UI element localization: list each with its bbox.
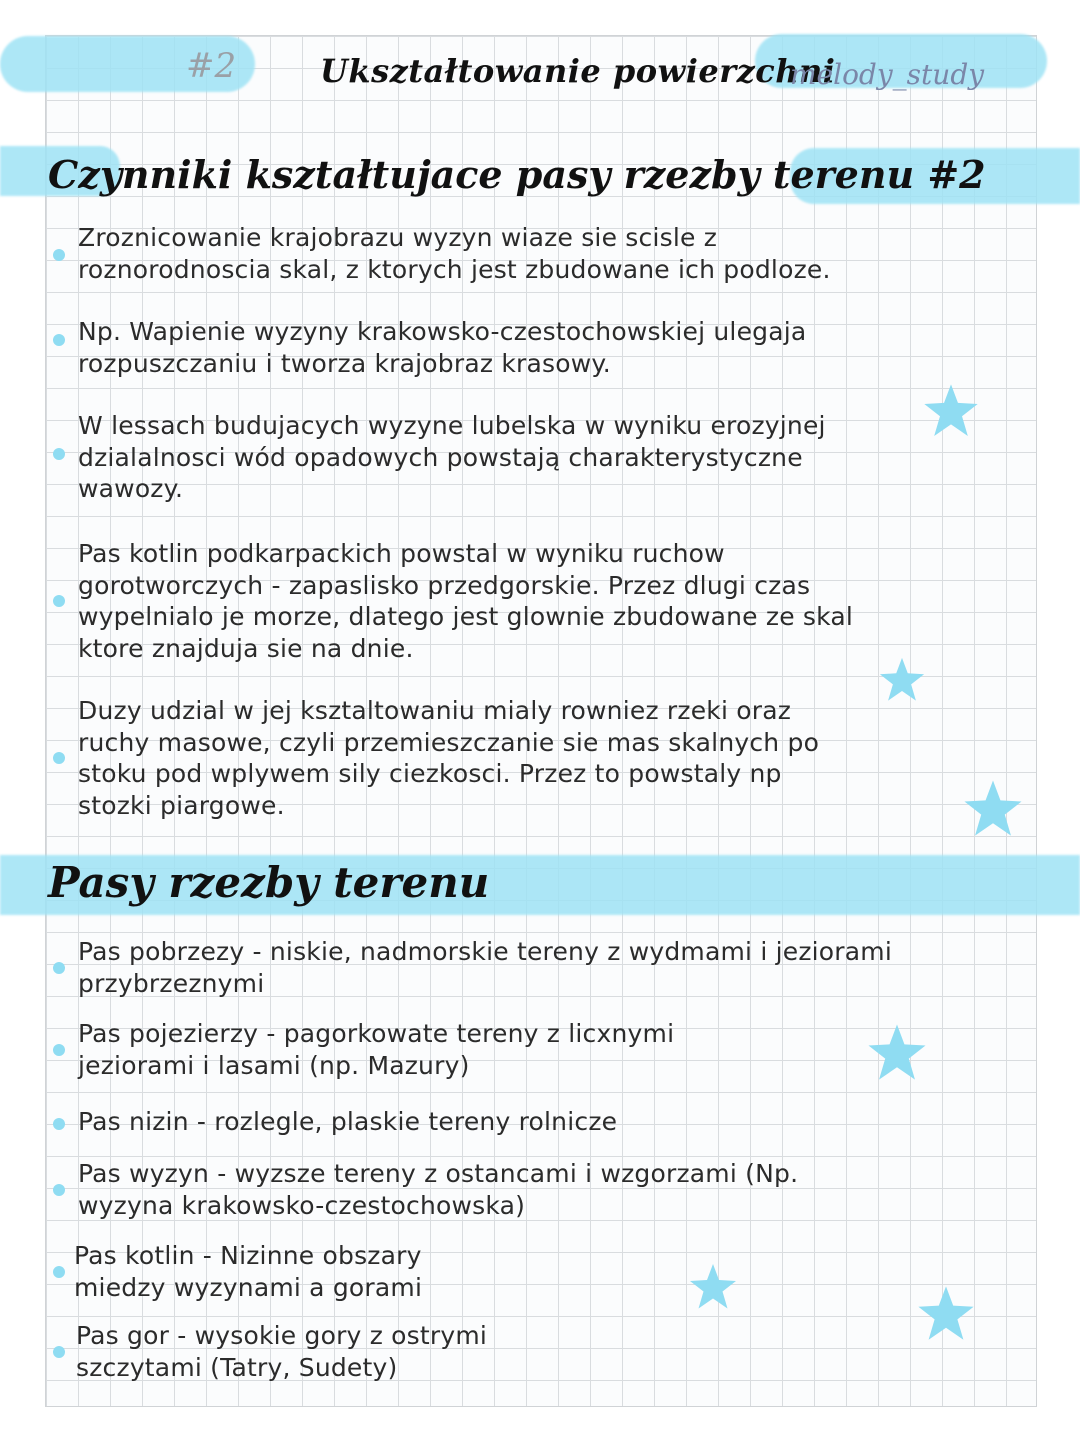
bullet-dot bbox=[53, 334, 65, 346]
item-line: Pas kotlin - Nizinne obszary bbox=[74, 1241, 422, 1270]
bullet-dot bbox=[53, 1044, 65, 1056]
paragraph-line: Pas kotlin podkarpackich powstal w wyniku ruchow bbox=[78, 539, 725, 568]
star-icon bbox=[878, 656, 926, 704]
section1-heading: Czynniki kształtujace pasy rzezby terenu #2 bbox=[48, 152, 986, 197]
item-line: Pas nizin - rozlegle, plaskie tereny rolnicze bbox=[78, 1107, 618, 1136]
page-number-mark: #2 bbox=[186, 46, 237, 86]
item-line: miedzy wyzynami a gorami bbox=[74, 1272, 423, 1302]
paragraph-4 bbox=[78, 538, 958, 664]
item-line: szczytami (Tatry, Sudety) bbox=[76, 1352, 398, 1382]
paragraph-line: roznorodnoscia skal, z ktorych jest zbudowane ich podloze. bbox=[78, 254, 831, 284]
item-line: przybrzeznymi bbox=[78, 968, 265, 998]
author-signature: melody_study bbox=[790, 58, 985, 91]
bullet-dot bbox=[53, 962, 65, 974]
item-line: Pas pobrzezy - niskie, nadmorskie tereny z wydmami i jeziorami bbox=[78, 937, 892, 966]
bullet-dot bbox=[53, 1266, 65, 1278]
relief-belt-item bbox=[78, 1018, 958, 1081]
relief-belt-item bbox=[76, 1320, 956, 1383]
bullet-dot bbox=[53, 752, 65, 764]
paragraph-3 bbox=[78, 410, 958, 505]
item-line: Pas gor - wysokie gory z ostrymi bbox=[76, 1321, 488, 1350]
paragraph-line: stoku pod wplywem sily ciezkosci. Przez to powstaly np bbox=[78, 759, 782, 788]
item-line: jeziorami i lasami (np. Mazury) bbox=[78, 1050, 470, 1080]
paragraph-line: Np. Wapienie wyzyny krakowsko-czestochowskiej ulegaja bbox=[78, 317, 807, 346]
paragraph-line: W lessach budujacych wyzyne lubelska w wyniku erozyjnej bbox=[78, 411, 826, 440]
relief-belt-item bbox=[78, 936, 958, 999]
star-icon bbox=[962, 778, 1024, 840]
paragraph-1 bbox=[78, 222, 958, 285]
paragraph-2 bbox=[78, 316, 958, 379]
relief-belt-item bbox=[78, 1158, 958, 1221]
relief-belt-item bbox=[74, 1240, 954, 1303]
bullet-dot bbox=[53, 1184, 65, 1196]
item-line: Pas wyzyn - wyzsze tereny z ostancami i wzgorzami (Np. bbox=[78, 1159, 799, 1188]
star-icon bbox=[688, 1262, 738, 1312]
paragraph-line: Duzy udzial w jej ksztaltowaniu mialy rowniez rzeki oraz bbox=[78, 696, 792, 725]
paragraph-line: ruchy masowe, czyli przemieszczanie sie mas skalnych po bbox=[78, 727, 820, 757]
bullet-dot bbox=[53, 595, 65, 607]
relief-belt-item bbox=[78, 1106, 958, 1138]
paragraph-line: gorotworczych - zapaslisko przedgorskie. Przez dlugi czas bbox=[78, 570, 811, 600]
bullet-dot bbox=[53, 1346, 65, 1358]
item-line: wyzyna krakowsko-czestochowska) bbox=[78, 1190, 526, 1220]
star-icon bbox=[916, 1284, 976, 1344]
bullet-dot bbox=[53, 448, 65, 460]
paragraph-line: wawozy. bbox=[78, 474, 184, 503]
paragraph-line: rozpuszczaniu i tworza krajobraz krasowy. bbox=[78, 348, 611, 378]
paragraph-line: stozki piargowe. bbox=[78, 790, 285, 820]
paragraph-line: ktore znajduja sie na dnie. bbox=[78, 633, 414, 663]
page-title: Ukształtowanie powierzchni bbox=[320, 52, 836, 90]
star-icon bbox=[922, 382, 980, 440]
paragraph-line: Zroznicowanie krajobrazu wyzyn wiaze sie scisle z bbox=[78, 223, 718, 252]
item-line: Pas pojezierzy - pagorkowate tereny z licxnymi bbox=[78, 1019, 675, 1048]
section2-heading: Pasy rzezby terenu bbox=[48, 858, 490, 907]
star-icon bbox=[866, 1022, 928, 1084]
paragraph-line: dzialalnosci wód opadowych powstają charakterystyczne bbox=[78, 442, 803, 472]
bullet-dot bbox=[53, 249, 65, 261]
bullet-dot bbox=[53, 1118, 65, 1130]
paragraph-5 bbox=[78, 695, 958, 821]
paragraph-line: wypelnialo je morze, dlatego jest glownie zbudowane ze skal bbox=[78, 602, 854, 631]
